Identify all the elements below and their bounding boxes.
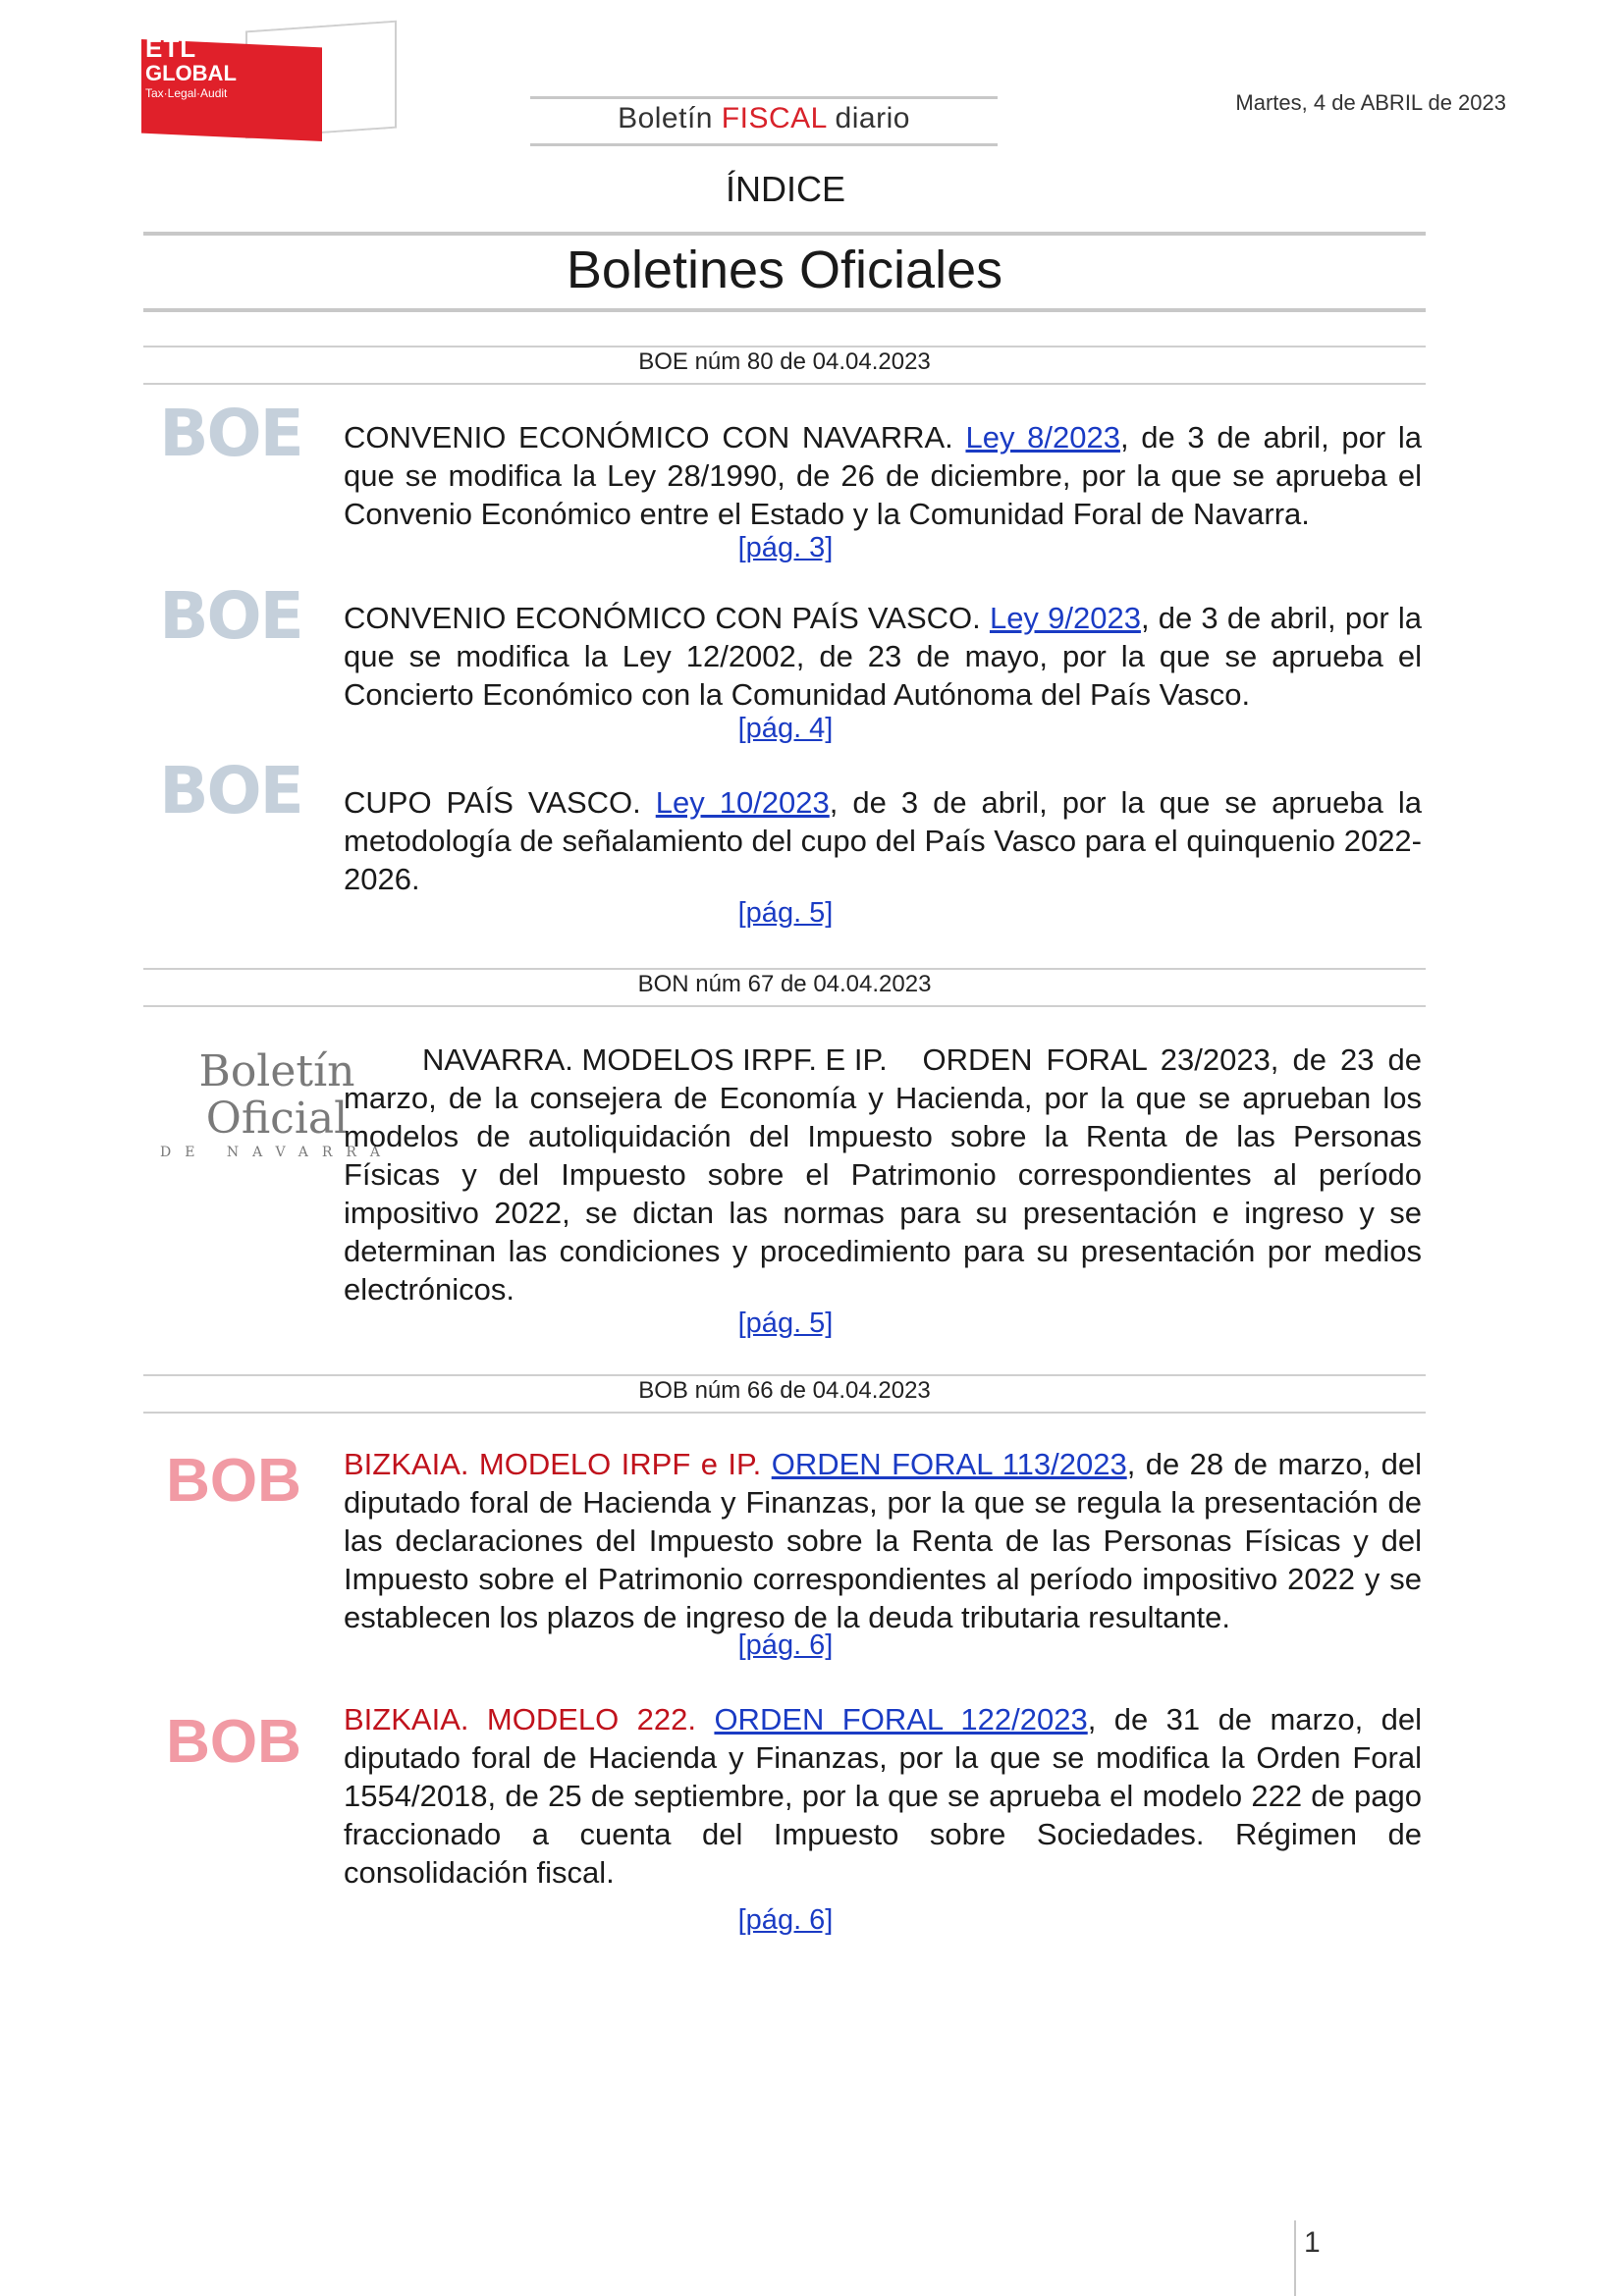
law-link[interactable]: ORDEN FORAL 122/2023 bbox=[714, 1702, 1088, 1736]
law-link[interactable]: Ley 10/2023 bbox=[655, 785, 830, 820]
page-link[interactable]: [pág. 6] bbox=[737, 1904, 834, 1936]
page-link[interactable]: [pág. 6] bbox=[737, 1629, 834, 1661]
logo-text-global: GLOBAL bbox=[145, 61, 237, 85]
page-link[interactable]: [pág. 4] bbox=[737, 713, 834, 744]
boe-logo: BOE bbox=[159, 753, 302, 828]
journal-rule bbox=[143, 1005, 1426, 1007]
header-rule-top bbox=[530, 96, 998, 99]
section-rule-bottom bbox=[143, 308, 1426, 312]
journal-title-boe: BOE núm 80 de 04.04.2023 bbox=[638, 348, 931, 375]
journal-rule bbox=[143, 1412, 1426, 1414]
page-number-rule bbox=[1294, 2220, 1296, 2296]
journal-title-bob: BOB núm 66 de 04.04.2023 bbox=[638, 1377, 931, 1404]
entry-text: CONVENIO ECONÓMICO CON PAÍS VASCO. Ley 9/2023, de 3 de abril, por la que se modifica la Ley 12/2002, de 23 de mayo, por la que se aprueba el Concierto Económico con la Comunidad Autónoma del País Vasco. bbox=[344, 601, 1422, 712]
boe-logo: BOE bbox=[159, 578, 302, 654]
journal-rule bbox=[143, 346, 1426, 347]
logo-text-tagline: Tax·Legal·Audit bbox=[145, 86, 228, 100]
entry-text: BIZKAIA. MODELO 222. ORDEN FORAL 122/2023, de 31 de marzo, del diputado foral de Hacienda y Finanzas, por la que se modifica la Orden Foral 1554/2018, de 25 de septiembre, por la que se aprueba el modelo 222 de pago fraccionado a cuenta del Impuesto sobre Sociedades. Régimen de consolidación fiscal. bbox=[344, 1702, 1422, 1890]
page-link[interactable]: [pág. 3] bbox=[737, 532, 834, 563]
boe-logo: BOE bbox=[159, 396, 302, 471]
entry-heading: NAVARRA. MODELOS IRPF. E IP. bbox=[422, 1042, 888, 1077]
journal-rule bbox=[143, 1374, 1426, 1376]
logo-text-etl: ETL bbox=[145, 33, 197, 63]
entry-text: CONVENIO ECONÓMICO CON NAVARRA. Ley 8/2023, de 3 de abril, por la que se modifica la Ley 28/1990, de 26 de diciembre, por la que se aprueba el Convenio Económico entre el Estado y la Comunidad Foral de Navarra. bbox=[344, 420, 1422, 531]
etl-global-logo bbox=[137, 26, 397, 143]
page-number: 1 bbox=[1304, 2226, 1321, 2259]
entry-text: CUPO PAÍS VASCO. Ley 10/2023, de 3 de abril, por la que se aprueba la metodología de señalamiento del cupo del País Vasco para el quinquenio 2022-2026. bbox=[344, 785, 1422, 896]
law-link[interactable]: Ley 9/2023 bbox=[989, 601, 1141, 635]
bon-logo-title: Boletín Oficial bbox=[198, 1046, 355, 1144]
law-link[interactable]: ORDEN FORAL 113/2023 bbox=[771, 1447, 1127, 1481]
law-link[interactable]: Ley 8/2023 bbox=[965, 420, 1120, 454]
entry-heading: BIZKAIA. MODELO 222. bbox=[344, 1702, 697, 1736]
journal-title-bon: BON núm 67 de 04.04.2023 bbox=[637, 971, 932, 997]
page-link[interactable]: [pág. 5] bbox=[737, 897, 834, 929]
page-link[interactable]: [pág. 5] bbox=[737, 1308, 834, 1339]
journal-rule bbox=[143, 383, 1426, 385]
entry-heading: BIZKAIA. MODELO IRPF e IP. bbox=[344, 1447, 762, 1481]
entry-heading: CONVENIO ECONÓMICO CON NAVARRA. bbox=[344, 420, 953, 454]
entry-heading: CONVENIO ECONÓMICO CON PAÍS VASCO. bbox=[344, 601, 981, 635]
section-rule-top bbox=[143, 232, 1426, 236]
bulletin-title: Boletín FISCAL diario bbox=[618, 102, 910, 134]
bob-logo: BOB bbox=[166, 1708, 301, 1776]
entry-heading: CUPO PAÍS VASCO. bbox=[344, 785, 641, 820]
entry-body: ORDEN FORAL 23/2023, de 23 de marzo, de la consejera de Economía y Hacienda, por la que se aprueban los modelos de autoliquidación del Impuesto sobre la Renta de las Personas Físicas y del Impuesto sobre el Patrimonio correspondientes al período impositivo 2022, se dictan las normas para su presentación e ingreso y se determinan las condiciones y procedimiento para su presentación por medios electrónicos. bbox=[344, 1042, 1423, 1307]
journal-rule bbox=[143, 968, 1426, 970]
section-title: Boletines Oficiales bbox=[566, 240, 1003, 299]
header-rule-bottom bbox=[530, 143, 998, 146]
entry-text: BIZKAIA. MODELO IRPF e IP. ORDEN FORAL 113/2023, de 28 de marzo, del diputado foral de Hacienda y Finanzas, por la que se regula la presentación de las declaraciones del Impuesto sobre la Renta de las Personas Físicas y del Impuesto sobre el Patrimonio correspondientes al período impositivo 2022 y se establecen los plazos de ingreso de la deuda tributaria resultante. bbox=[344, 1447, 1422, 1634]
bob-logo: BOB bbox=[166, 1447, 301, 1515]
bon-logo-subtitle: DE NAVARRA bbox=[159, 1145, 395, 1160]
bulletin-date: Martes, 4 de ABRIL de 2023 bbox=[1235, 90, 1506, 115]
index-title: ÍNDICE bbox=[725, 169, 845, 209]
